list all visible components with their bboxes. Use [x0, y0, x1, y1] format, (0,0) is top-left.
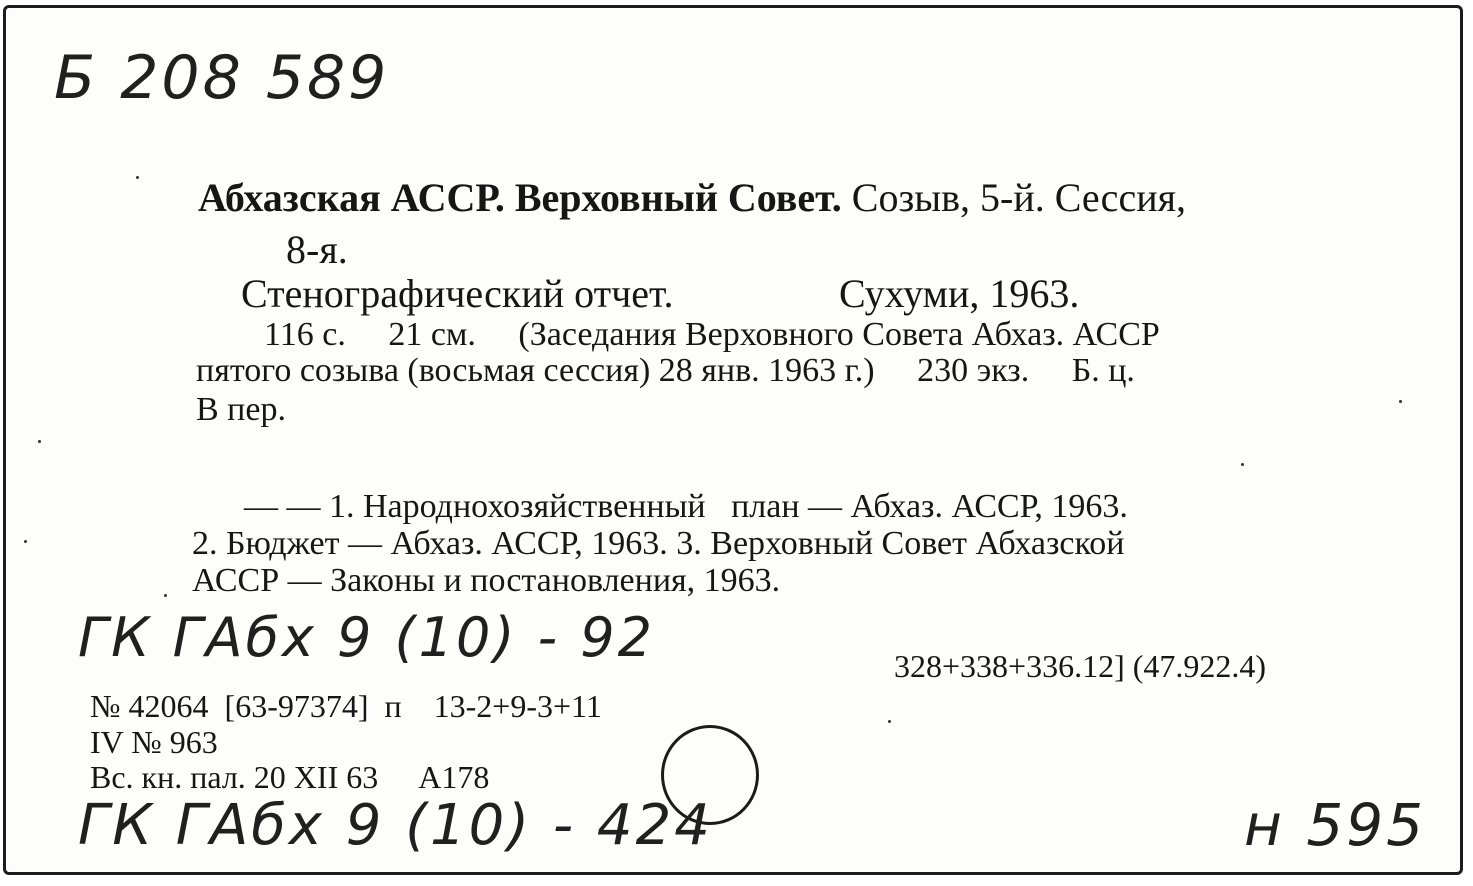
subjects-line-2: 2. Бюджет — Абхаз. АССР, 1963. 3. Верховный Совет Абхазской [192, 525, 1125, 562]
author-heading: Абхазская АССР. Верховный Совет. [198, 175, 842, 220]
handwritten-classification-1: ГК ГАбх 9 (10) - 92 [78, 606, 655, 669]
scan-speck [1399, 400, 1402, 403]
description-line-2: пятого созыва (восьмая сессия) 28 янв. 1963 г.) 230 экз. Б. ц. [196, 352, 1135, 389]
heading-line-1 [198, 175, 1186, 220]
udc-index: 328+338+336.12] (47.922.4) [894, 648, 1267, 684]
title-text: Стенографический отчет. [241, 271, 674, 316]
scan-speck [1241, 463, 1244, 466]
scan-speck [136, 176, 139, 179]
scan-speck [164, 594, 167, 597]
imprint-line-1: № 42064 [63-97374] п 13-2+9-3+11 [90, 688, 602, 724]
scan-speck [38, 440, 41, 443]
handwritten-classification-2: ГК ГАбх 9 (10) - 424 [78, 793, 713, 858]
session-continuation: 8-я. [286, 227, 348, 272]
subjects-line-3: АССР — Законы и постановления, 1963. [192, 562, 781, 599]
handwritten-number: н 595 [1244, 791, 1427, 859]
handwritten-shelfmark: Б 208 589 [54, 43, 390, 113]
scan-speck [24, 540, 27, 543]
subjects-line-1: — — 1. Народнохозяйственный план — Абхаз. АССР, 1963. [244, 488, 1128, 525]
place-year-text: Сухуми, 1963. [839, 271, 1080, 316]
description-line-3: В пер. [196, 391, 286, 428]
imprint-line-2: IV № 963 [90, 724, 218, 760]
imprint-line-3: Вс. кн. пал. 20 XII 63 А178 [90, 759, 490, 795]
session-text: Созыв, 5-й. Сессия, [851, 175, 1186, 220]
description-line-1: 116 с. 21 см. (Заседания Верховного Совета Абхаз. АССР [264, 316, 1160, 353]
scan-speck [888, 720, 891, 723]
catalog-card [3, 5, 1463, 875]
